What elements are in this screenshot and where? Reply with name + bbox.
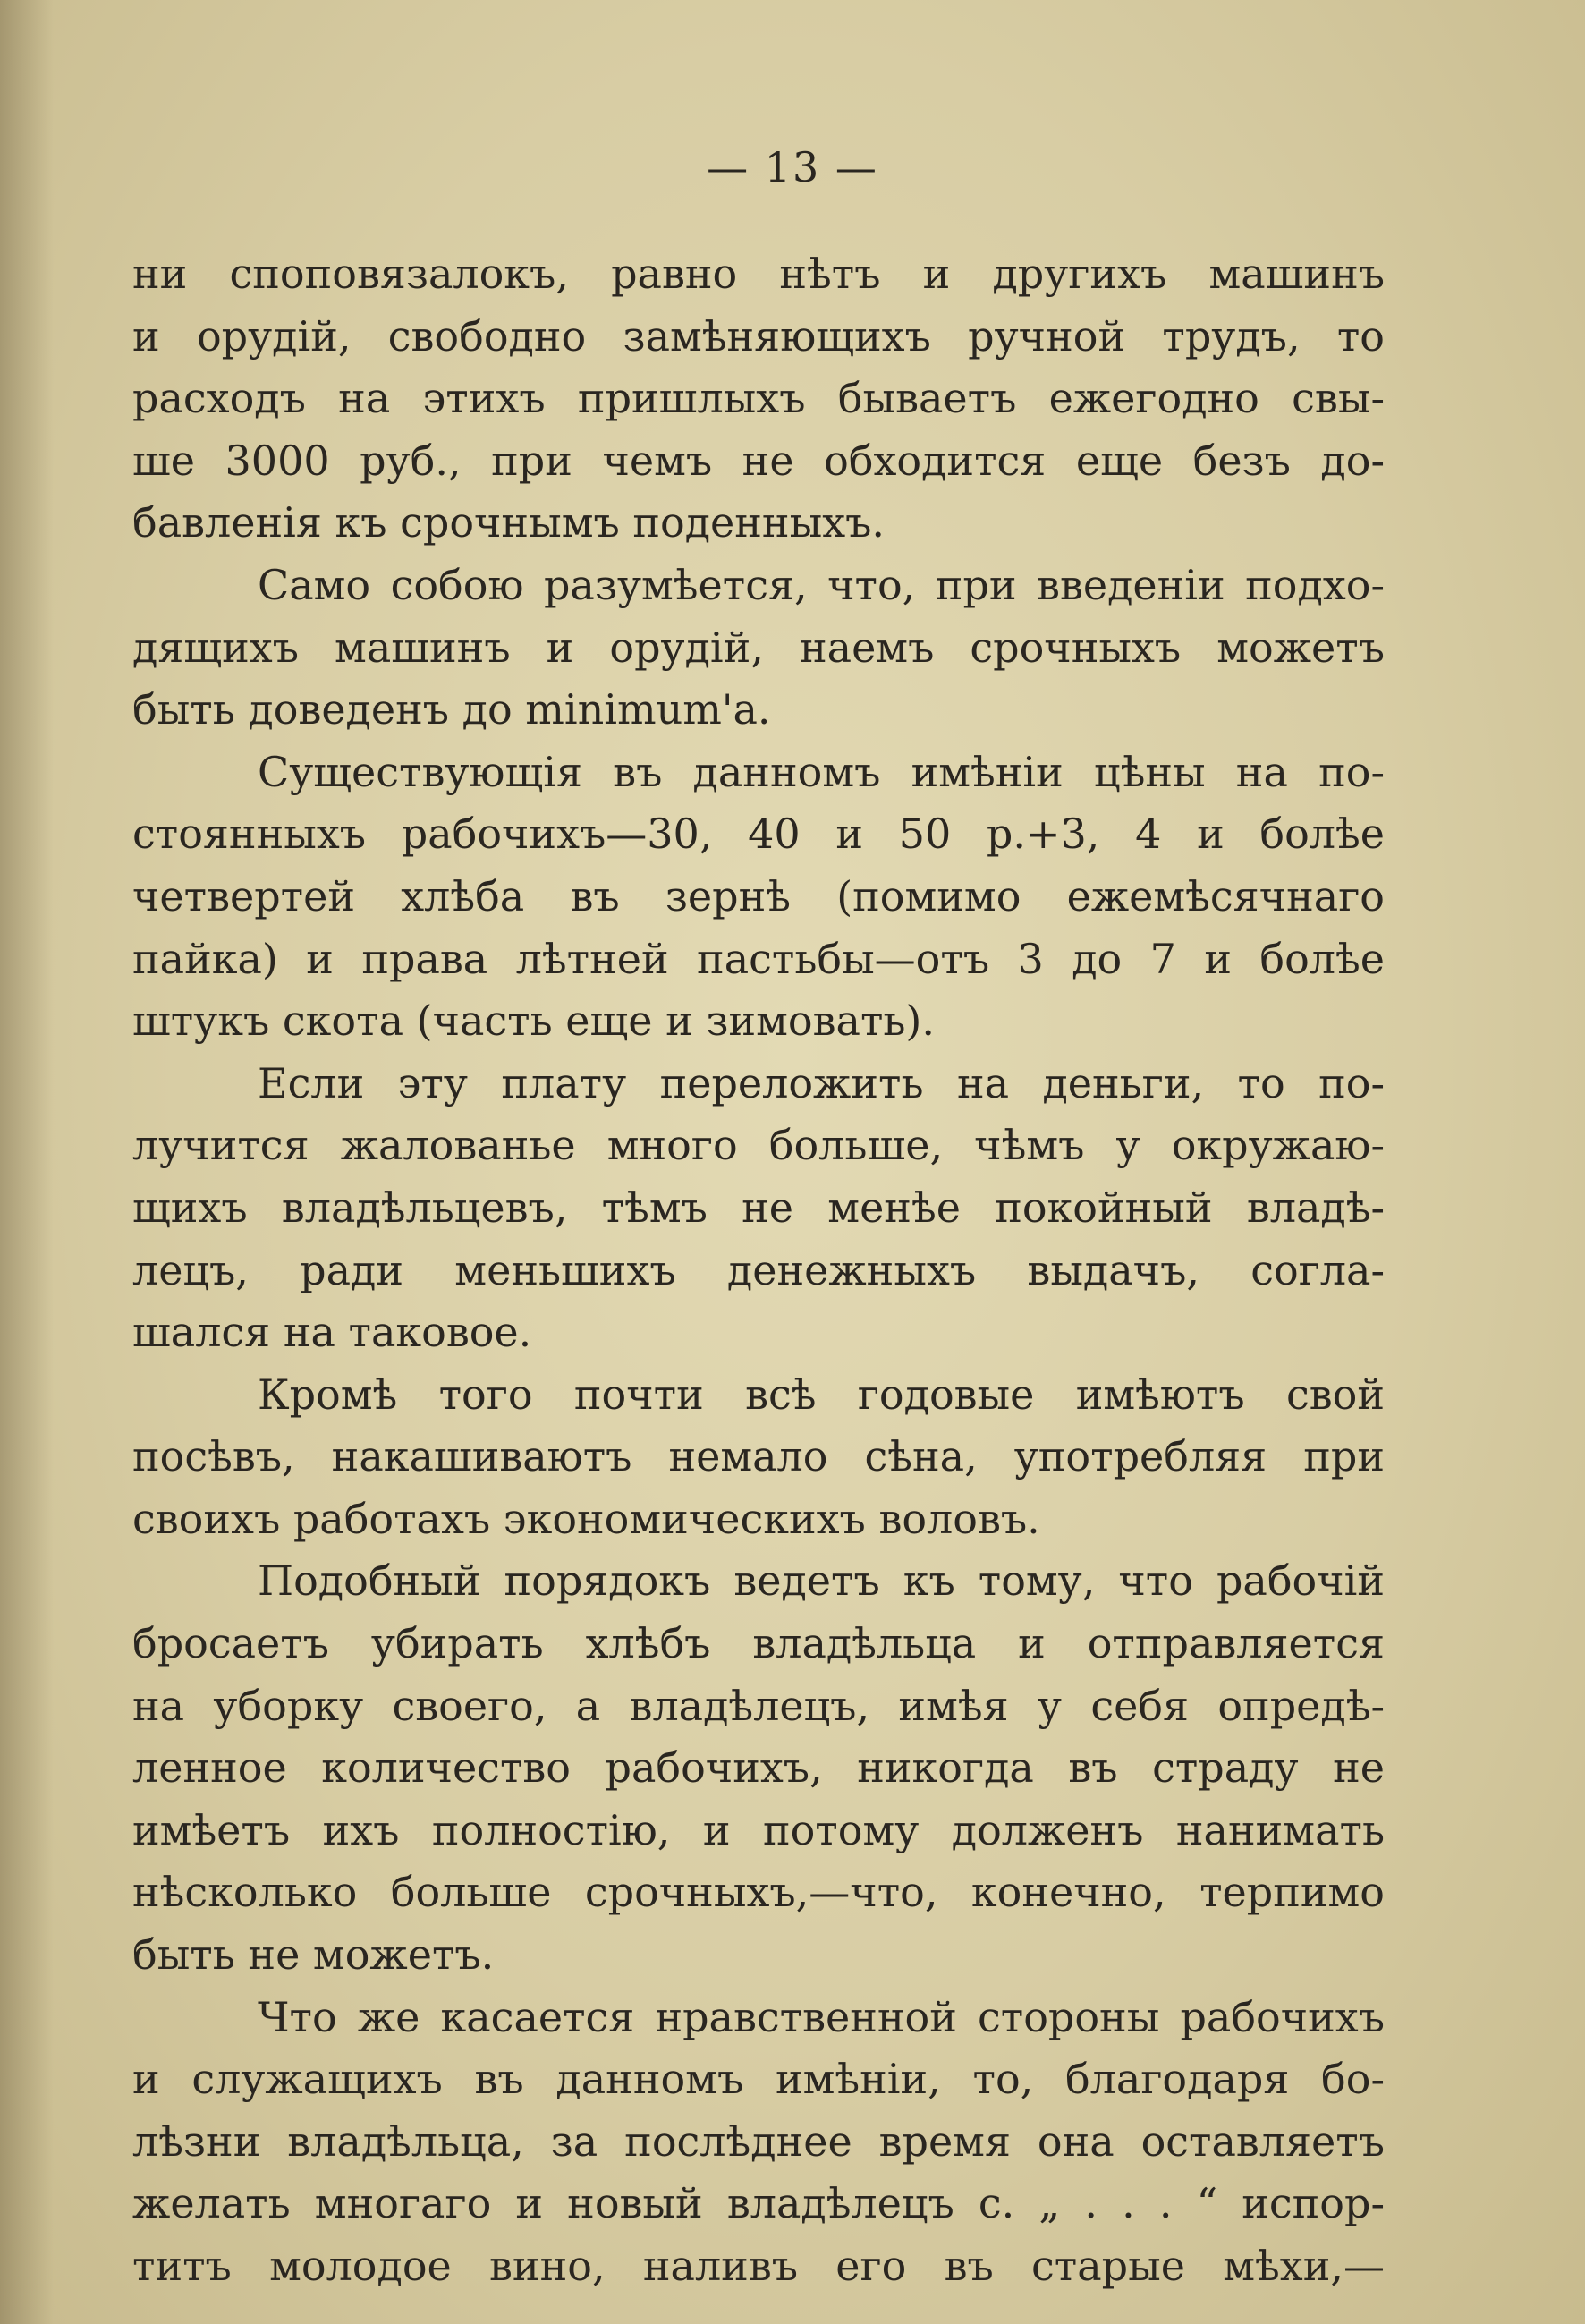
text-line: штукъ скота (часть еще и зимовать). bbox=[132, 997, 935, 1046]
text-line: шался на таковое. bbox=[132, 1308, 532, 1357]
page-number: — 13 — bbox=[707, 143, 878, 191]
text-line: бросаетъ убирать хлѣбъ владѣльца и отправляется bbox=[132, 1619, 1385, 1668]
text-line: Подобный порядокъ ведетъ къ тому, что рабочій bbox=[258, 1556, 1385, 1606]
text-line: Существующія въ данномъ имѣніи цѣны на по- bbox=[258, 747, 1385, 796]
text-line: и служащихъ въ данномъ имѣніи, то, благодаря бо- bbox=[132, 2055, 1385, 2104]
text-line: желать многаго и новый владѣлецъ с. „ . . . “ испор- bbox=[132, 2179, 1385, 2228]
text-line: Если эту плату переложить на деньги, то по- bbox=[258, 1058, 1385, 1107]
text-line: ни споповязалокъ, равно нѣтъ и другихъ машинъ bbox=[132, 250, 1385, 298]
text-line: Само собою разумѣется, что, при введеніи подхо- bbox=[258, 560, 1385, 609]
text-line: стоянныхъ рабочихъ—30, 40 и 50 р.+3, 4 и болѣе bbox=[132, 810, 1385, 859]
text-line: и орудій, свободно замѣняющихъ ручной трудъ, то bbox=[132, 311, 1385, 360]
text-line: своихъ работахъ экономическихъ воловъ. bbox=[132, 1494, 1040, 1543]
text-line: быть доведенъ до minimum'a. bbox=[132, 685, 771, 734]
text-line: на уборку своего, а владѣлецъ, имѣя у себя опредѣ- bbox=[132, 1681, 1385, 1730]
text-line: ленное количество рабочихъ, никогда въ страду не bbox=[132, 1743, 1385, 1793]
text-line: лѣзни владѣльца, за послѣднее время она оставляетъ bbox=[132, 2116, 1385, 2166]
text-line: ше 3000 руб., при чемъ не обходится еще безъ до- bbox=[132, 436, 1385, 485]
text-line: Что же касается нравственной стороны рабочихъ bbox=[258, 1992, 1385, 2041]
text-line: имѣетъ ихъ полностію, и потому долженъ нанимать bbox=[132, 1805, 1385, 1854]
page-edge-shadow bbox=[0, 0, 54, 2324]
text-line: нѣсколько больше срочныхъ,—что, конечно, терпимо bbox=[132, 1868, 1385, 1917]
text-line: лучится жалованье много больше, чѣмъ у окружаю- bbox=[132, 1121, 1385, 1170]
text-line: быть не можетъ. bbox=[132, 1930, 495, 1980]
text-line: пайка) и права лѣтней пастьбы—отъ 3 до 7 и болѣе bbox=[132, 934, 1385, 983]
text-line: посѣвъ, накашиваютъ немало сѣна, употребляя при bbox=[132, 1432, 1385, 1481]
text-line: лецъ, ради меньшихъ денежныхъ выдачъ, согла- bbox=[132, 1245, 1385, 1294]
body-text bbox=[132, 243, 1385, 2298]
text-line: титъ молодое вино, наливъ его въ старые мѣхи,— bbox=[132, 2242, 1385, 2290]
text-line: расходъ на этихъ пришлыхъ бываетъ ежегодно свы- bbox=[132, 374, 1385, 423]
text-line: Кромѣ того почти всѣ годовые имѣютъ свой bbox=[258, 1370, 1385, 1419]
text-line: щихъ владѣльцевъ, тѣмъ не менѣе покойный владѣ- bbox=[132, 1183, 1385, 1232]
text-line: четвертей хлѣба въ зернѣ (помимо ежемѣсячнаго bbox=[132, 871, 1385, 920]
text-line: дящихъ машинъ и орудій, наемъ срочныхъ можетъ bbox=[132, 623, 1385, 672]
text-line: бавленія къ срочнымъ поденныхъ. bbox=[132, 498, 886, 547]
